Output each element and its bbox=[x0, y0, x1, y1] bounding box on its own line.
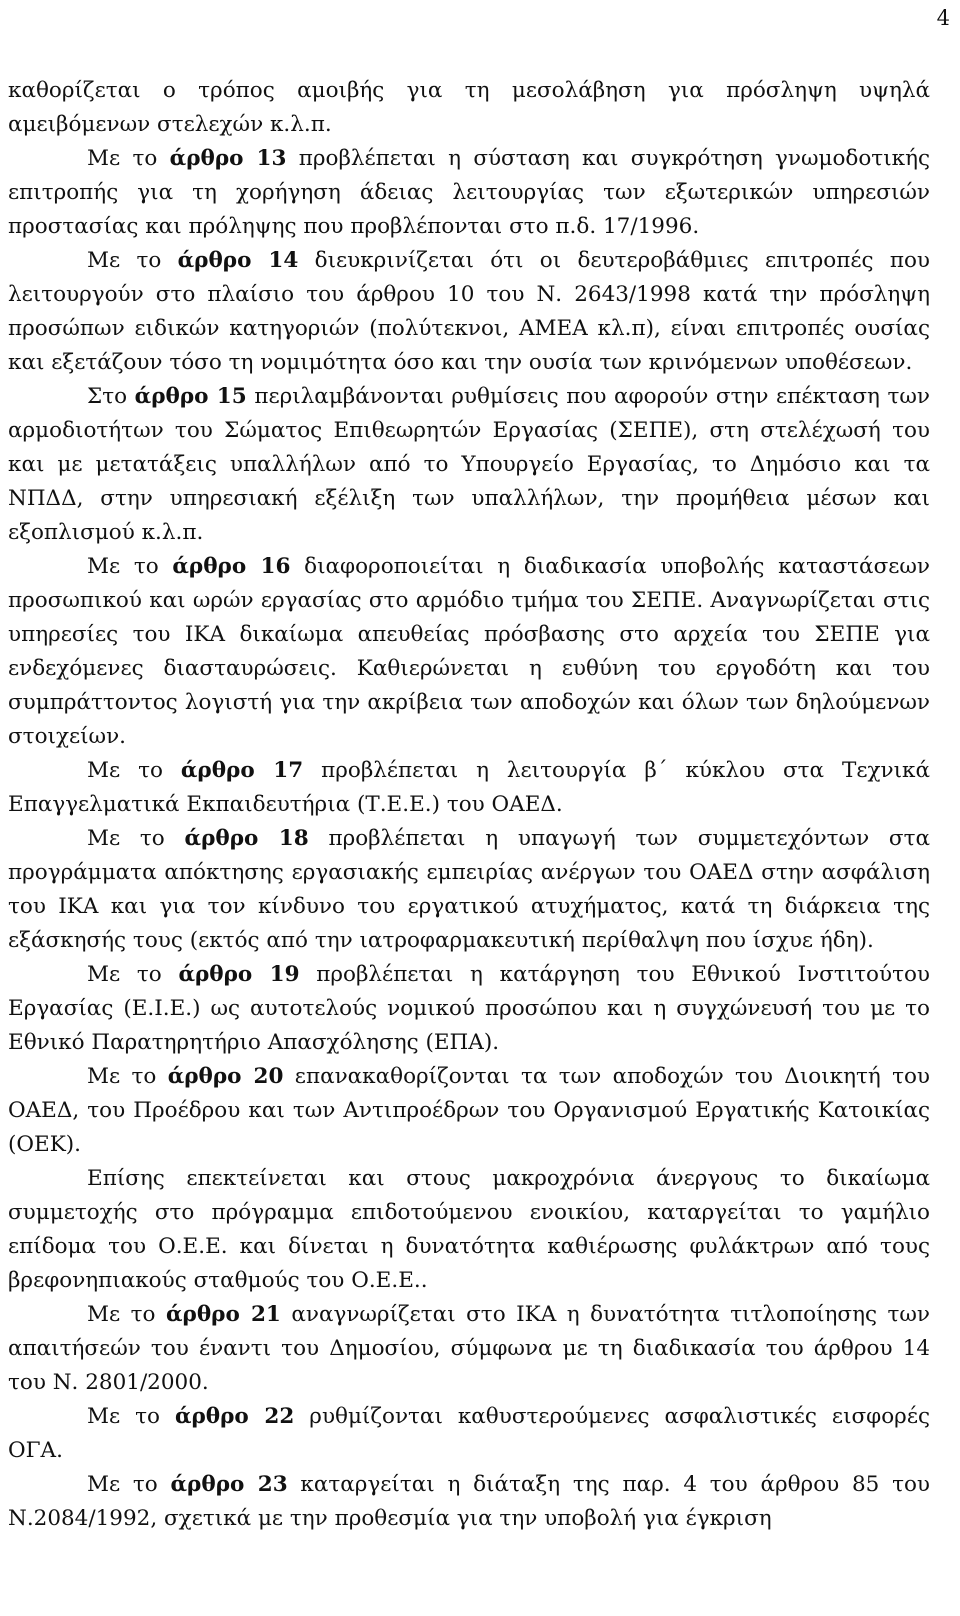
paragraph-text: επανακαθορίζονται τα των αποδοχών του Διοικητή του ΟΑΕΔ, του Προέδρου και των Αντιπροέδρων του Οργανισμού Εργατικής Κατοικίας (ΟΕΚ). bbox=[8, 1064, 930, 1157]
article-reference: άρθρο 22 bbox=[174, 1404, 295, 1429]
paragraph-text: Επίσης επεκτείνεται και στους μακροχρόνια άνεργους το δικαίωμα συμμετοχής στο πρόγραμμα επιδοτούμενου ενοικίου, καταργείται το γαμήλιο επίδομα του Ο.Ε.Ε. και δίνεται η δυνατότητα καθιέρωσης φυλάκτρων από τους βρεφονηπιακούς σταθμούς του Ο.Ε.Ε.. bbox=[8, 1166, 930, 1293]
paragraph-text: προβλέπεται η λειτουργία β΄ κύκλου στα Τεχνικά Επαγγελματικά Εκπαιδευτήρια (Τ.Ε.Ε.) του ΟΑΕΔ. bbox=[8, 758, 930, 817]
article-reference: άρθρο 20 bbox=[167, 1064, 284, 1089]
article-reference: άρθρο 21 bbox=[165, 1302, 281, 1327]
paragraph-text: προβλέπεται η υπαγωγή των συμμετεχόντων στα προγράμματα απόκτησης εργασιακής εμπειρίας ανέργων του ΟΑΕΔ στην ασφάλιση του ΙΚΑ και για τον κίνδυνο του εργατικού ατυχήματος, κατά τη διάρκεια της εξάσκησής τους (εκτός από την ιατροφαρμακευτική περίθαλψη που ίσχυε ήδη). bbox=[8, 826, 930, 953]
article-reference: άρθρο 16 bbox=[172, 554, 291, 579]
paragraph-text: Με το bbox=[87, 1064, 168, 1089]
paragraph-text: περιλαμβάνονται ρυθμίσεις που αφορούν στην επέκταση των αρμοδιοτήτων του Σώματος Επιθεωρητών Εργασίας (ΣΕΠΕ), στη στελέχωσή του και με μετατάξεις υπαλλήλων από το Υπουργείο Εργασίας, το Δημόσιο και τα ΝΠΔΔ, στην υπηρεσιακή εξέλιξη των υπαλλήλων, την προμήθεια μέσων και εξοπλισμού κ.λ.π. bbox=[8, 384, 931, 545]
paragraph-text: αναγνωρίζεται στο ΙΚΑ η δυνατότητα τιτλοποίησης των απαιτήσεών του έναντι του Δημοσίου, σύμφωνα με τη διαδικασία του άρθρου 14 του Ν. 2801/2000. bbox=[8, 1302, 930, 1395]
paragraph bbox=[8, 1400, 930, 1468]
article-reference: άρθρο 23 bbox=[170, 1472, 288, 1497]
paragraph-text: διαφοροποιείται η διαδικασία υποβολής καταστάσεων προσωπικού και ωρών εργασίας στο αρμόδιο τμήμα του ΣΕΠΕ. Αναγνωρίζεται στις υπηρεσίες του ΙΚΑ δικαίωμα απευθείας πρόσβασης στο αρχεία του ΣΕΠΕ για ενδεχόμενες διασταυρώσεις. Καθιερώνεται η ευθύνη του εργοδότη και του συμπράττοντος λογιστή για την ακρίβεια των αποδοχών και όλων των δηλούμενων στοιχείων. bbox=[8, 554, 930, 749]
paragraph bbox=[8, 244, 930, 380]
article-reference: άρθρο 19 bbox=[178, 962, 300, 987]
paragraph bbox=[8, 142, 930, 244]
paragraph-text: προβλέπεται η κατάργηση του Εθνικού Ινστιτούτου Εργασίας (Ε.Ι.Ε.) ως αυτοτελούς νομικού προσώπου και η συγχώνευσή του με το Εθνικό Παρατηρητήριο Απασχόλησης (ΕΠΑ). bbox=[8, 962, 930, 1055]
paragraph-text: Στο bbox=[87, 384, 135, 409]
paragraph-text: Με το bbox=[87, 248, 178, 273]
paragraph-text: Με το bbox=[87, 554, 173, 579]
paragraph bbox=[8, 380, 930, 550]
paragraph-text: Με το bbox=[87, 1404, 175, 1429]
page-number: 4 bbox=[936, 6, 950, 30]
paragraph bbox=[8, 550, 930, 754]
paragraph bbox=[8, 754, 930, 822]
paragraph bbox=[8, 74, 930, 142]
paragraph bbox=[8, 1060, 930, 1162]
article-reference: άρθρο 13 bbox=[169, 146, 287, 171]
article-reference: άρθρο 15 bbox=[134, 384, 247, 409]
paragraph bbox=[8, 1162, 930, 1298]
article-reference: άρθρο 18 bbox=[184, 826, 309, 851]
paragraph bbox=[8, 822, 930, 958]
paragraph-text: Με το bbox=[87, 826, 185, 851]
paragraph-text: ρυθμίζονται καθυστερούμενες ασφαλιστικές εισφορές ΟΓΑ. bbox=[8, 1404, 930, 1463]
paragraph-text: Με το bbox=[87, 758, 181, 783]
article-reference: άρθρο 14 bbox=[177, 248, 299, 273]
document-body bbox=[8, 74, 930, 1536]
paragraph-text: προβλέπεται η σύσταση και συγκρότηση γνωμοδοτικής επιτροπής για τη χορήγηση άδειας λειτουργίας των εξωτερικών υπηρεσιών προστασίας και πρόληψης που προβλέπονται στο π.δ. 17/1996. bbox=[8, 146, 930, 239]
paragraph-text: Με το bbox=[87, 1472, 171, 1497]
paragraph-text: Με το bbox=[87, 146, 170, 171]
paragraph bbox=[8, 1298, 930, 1400]
paragraph-text: Με το bbox=[87, 1302, 166, 1327]
paragraph bbox=[8, 1468, 930, 1536]
paragraph bbox=[8, 958, 930, 1060]
paragraph-text: καθορίζεται ο τρόπος αμοιβής για τη μεσολάβηση για πρόσληψη υψηλά αμειβόμενων στελεχών κ.λ.π. bbox=[8, 78, 930, 137]
paragraph-text: καταργείται η διάταξη της παρ. 4 του άρθρου 85 του Ν.2084/1992, σχετικά με την προθεσμία για την υποβολή για έγκριση bbox=[8, 1472, 930, 1531]
paragraph-text: διευκρινίζεται ότι οι δευτεροβάθμιες επιτροπές που λειτουργούν στο πλαίσιο του άρθρου 10 του Ν. 2643/1998 κατά την πρόσληψη προσώπων ειδικών κατηγοριών (πολύτεκνοι, ΑΜΕΑ κλ.π), είναι επιτροπές ουσίας και εξετάζουν τόσο τη νομιμότητα όσο και την ουσία των κρινόμενων υποθέσεων. bbox=[8, 248, 930, 375]
article-reference: άρθρο 17 bbox=[180, 758, 304, 783]
paragraph-text: Με το bbox=[87, 962, 179, 987]
